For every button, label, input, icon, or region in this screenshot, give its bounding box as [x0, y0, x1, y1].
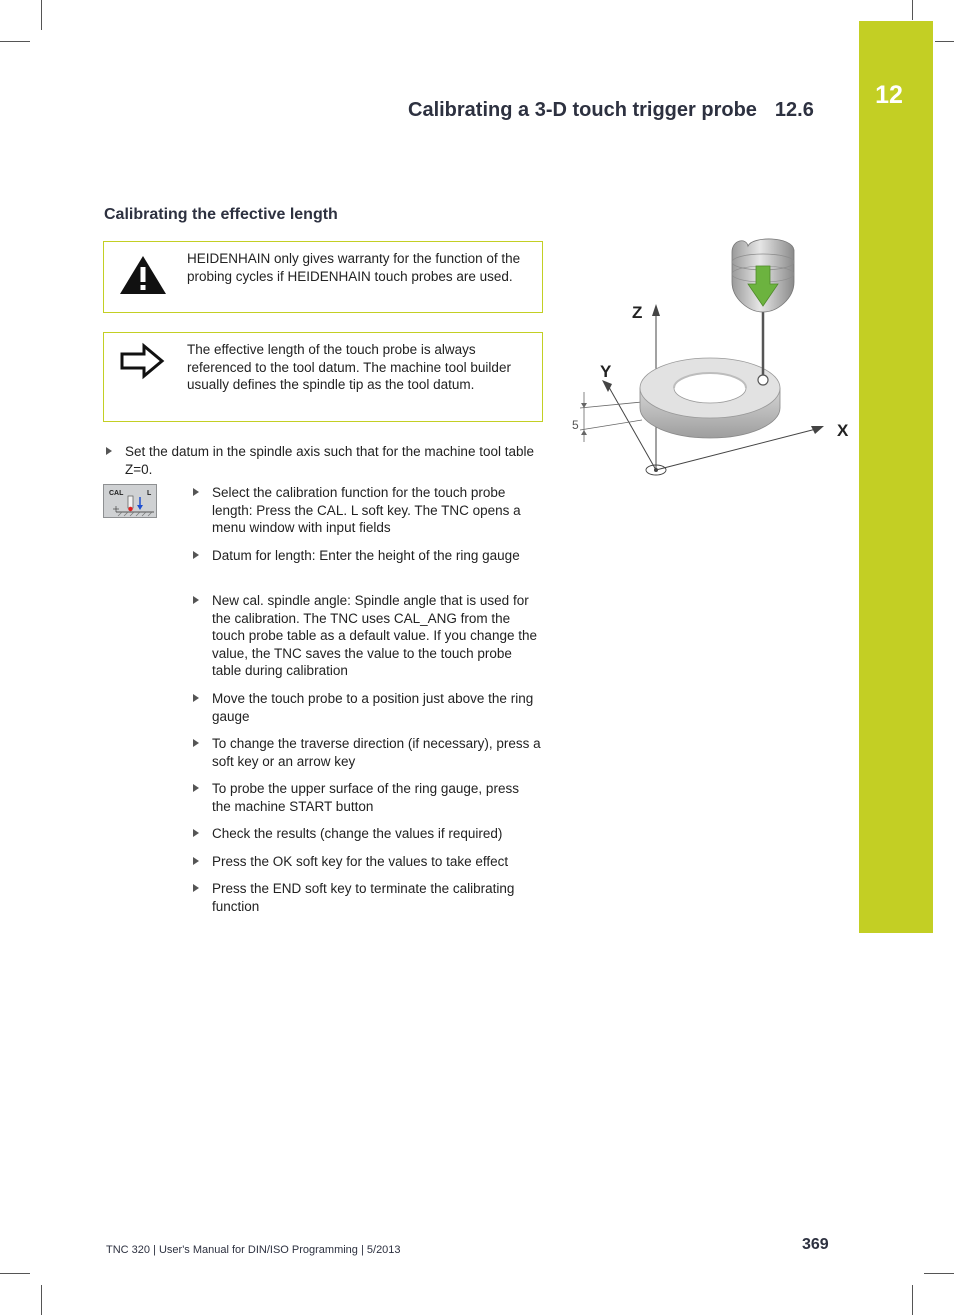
axis-label-x: X	[837, 421, 849, 440]
list-item: Press the END soft key to terminate the calibrating function	[193, 880, 541, 916]
header-section: 12.6	[774, 99, 814, 121]
crop-mark	[41, 1285, 42, 1315]
page-header	[408, 99, 814, 122]
list-item: To probe the upper surface of the ring gauge, press the machine START button	[193, 780, 541, 816]
cal-l-softkey[interactable]	[103, 484, 157, 518]
bullet-triangle-icon	[193, 884, 199, 892]
bullet-triangle-icon	[193, 784, 199, 792]
crop-mark	[912, 0, 913, 20]
list-item: Select the calibration function for the touch probe length: Press the CAL. L soft key. The TNC opens a menu window with input fields	[193, 484, 541, 538]
list-item: Check the results (change the values if required)	[193, 825, 541, 843]
list-item: Press the OK soft key for the values to take effect	[193, 853, 541, 871]
bullet-triangle-icon	[193, 596, 199, 604]
section-title: Calibrating the effective length	[104, 206, 338, 223]
probe-figure	[560, 232, 860, 494]
crop-mark	[0, 41, 30, 42]
chapter-number: 12	[875, 81, 903, 109]
info-note-text: The effective length of the touch probe is always referenced to the tool datum. The machine tool builder usually defines the spindle tip as the tool datum.	[187, 342, 511, 393]
dimension-label: 5	[572, 418, 579, 432]
info-note	[103, 332, 543, 422]
bullet-triangle-icon	[106, 447, 112, 455]
bullet-triangle-icon	[193, 739, 199, 747]
axis-label-z: Z	[632, 303, 643, 322]
crop-mark	[935, 41, 954, 42]
bullet-triangle-icon	[193, 857, 199, 865]
crop-mark	[0, 1273, 30, 1274]
arrow-right-icon	[118, 342, 166, 385]
chapter-tab	[859, 21, 933, 933]
axis-label-y: Y	[600, 362, 612, 381]
list-item: Set the datum in the spindle axis such that for the machine tool table Z=0.	[106, 443, 540, 479]
bullet-triangle-icon	[193, 488, 199, 496]
list-item: To change the traverse direction (if necessary), press a soft key or an arrow key	[193, 735, 541, 771]
header-title: Calibrating a 3-D touch trigger probe	[408, 99, 757, 121]
bullet-triangle-icon	[193, 829, 199, 837]
footer-text: TNC 320 | User's Manual for DIN/ISO Programming | 5/2013	[106, 1244, 401, 1256]
bullet-triangle-icon	[193, 694, 199, 702]
page-number: 369	[802, 1236, 829, 1253]
crop-mark	[912, 1285, 913, 1315]
list-item: New cal. spindle angle: Spindle angle that is used for the calibration. The TNC uses CAL_ANG from the touch probe table as a default value. If you change the value, the TNC saves the value to the touch probe table during calibration	[193, 592, 541, 682]
crop-mark	[924, 1273, 954, 1274]
warning-icon	[118, 253, 168, 301]
warning-note	[103, 241, 543, 313]
bullet-triangle-icon	[193, 551, 199, 559]
list-item: Move the touch probe to a position just above the ring gauge	[193, 690, 541, 726]
warning-note-text: HEIDENHAIN only gives warranty for the function of the probing cycles if HEIDENHAIN touch probes are used.	[187, 251, 521, 284]
softkey-label-left: CAL	[109, 490, 124, 497]
crop-mark	[41, 0, 42, 30]
list-item: Datum for length: Enter the height of the ring gauge	[193, 547, 541, 583]
softkey-label-right: L	[147, 490, 152, 497]
